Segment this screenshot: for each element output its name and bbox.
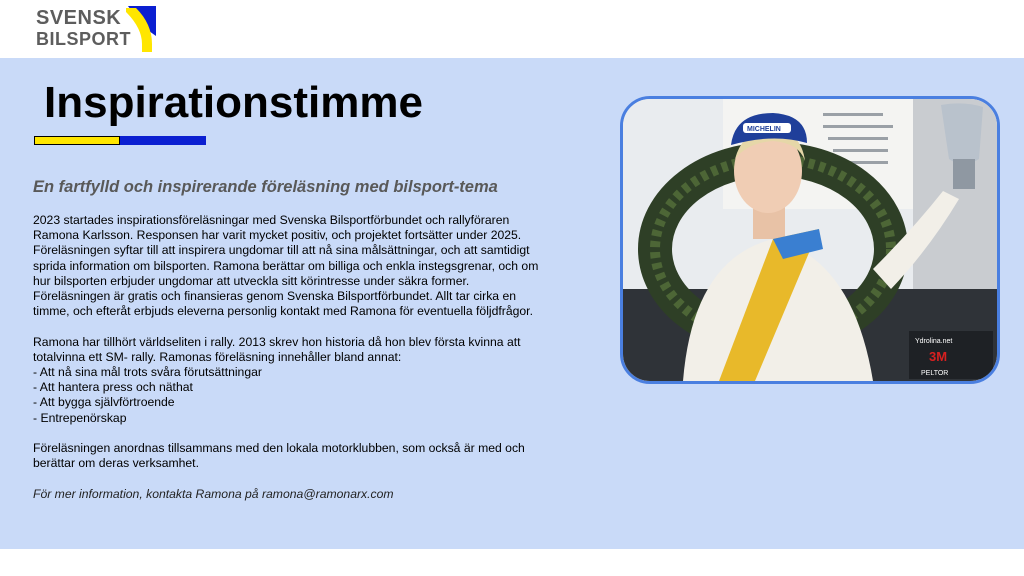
photo-illustration — [623, 99, 997, 381]
bottom-strip — [0, 549, 1024, 576]
text-line: Föreläsningen anordnas tillsammans med den lokala motorklubben, som också är med och — [33, 441, 525, 456]
svensk-bilsport-logo[interactable] — [36, 6, 160, 52]
text-line: timme, och efteråt erbjuds eleverna personlig kontakt med Ramona för eventuella följdfrågor. — [33, 304, 533, 319]
list-item: - Att hantera press och näthat — [33, 380, 193, 395]
text-line: berättar om deras verksamhet. — [33, 456, 199, 471]
ramona-photo — [620, 96, 1000, 384]
header — [0, 0, 1024, 58]
paragraph-club — [33, 441, 578, 471]
text-line: Föreläsningen är gratis och finansieras genom Svenska Bilsportförbundet. Allt tar cirka en — [33, 289, 517, 304]
accent-bar-blue — [120, 136, 206, 145]
body-text — [33, 213, 578, 517]
paragraph-intro — [33, 213, 578, 319]
contact-info: För mer information, kontakta Ramona på ramona@ramonarx.com — [33, 486, 394, 501]
text-line: totalvinna ett SM- rally. Ramonas föreläsning innehåller bland annat: — [33, 349, 402, 364]
paragraph-about — [33, 335, 578, 426]
sponsor-3-text: PELTOR — [921, 370, 949, 377]
text-line: hur bilsporten erbjuder ungdomar att utveckla sitt körintresse under säkra former. — [33, 273, 470, 288]
text-line: Ramona har tillhört världseliten i rally. 2013 skrev hon historia då hon blev första kvinna att — [33, 334, 521, 349]
page-title: Inspirationstimme — [44, 78, 423, 127]
text-line: 2023 startades inspirationsföreläsningar med Svenska Bilsportförbundet och rallyföraren — [33, 213, 510, 227]
cap-text: MICHELIN — [747, 126, 781, 133]
subtitle: En fartfylld och inspirerande föreläsning med bilsport-tema — [33, 178, 498, 196]
logo-mark-icon — [122, 6, 158, 52]
text-line: sprida information om bilsporten. Ramona berättar om billiga och enkla instegsgrenar, och om — [33, 258, 539, 273]
sponsor-2-text: 3M — [929, 349, 948, 364]
logo-line-2: BILSPORT — [36, 29, 132, 49]
list-item: - Entrepenörskap — [33, 410, 127, 425]
list-item: - Att bygga självförtroende — [33, 395, 175, 410]
list-item: - Att nå sina mål trots svåra förutsättningar — [33, 365, 262, 380]
text-line: Ramona Karlsson. Responsen har varit mycket positiv, och projektet fortsätter under 2025. — [33, 228, 522, 243]
logo-line-1: SVENSK — [36, 7, 122, 29]
accent-bar-yellow — [34, 136, 120, 145]
sponsor-1-text: Ydrolina.net — [915, 338, 953, 345]
text-line: Föreläsningen syftar till att inspirera ungdomar till att nå sina målsättningar, och att samtidigt — [33, 243, 530, 258]
